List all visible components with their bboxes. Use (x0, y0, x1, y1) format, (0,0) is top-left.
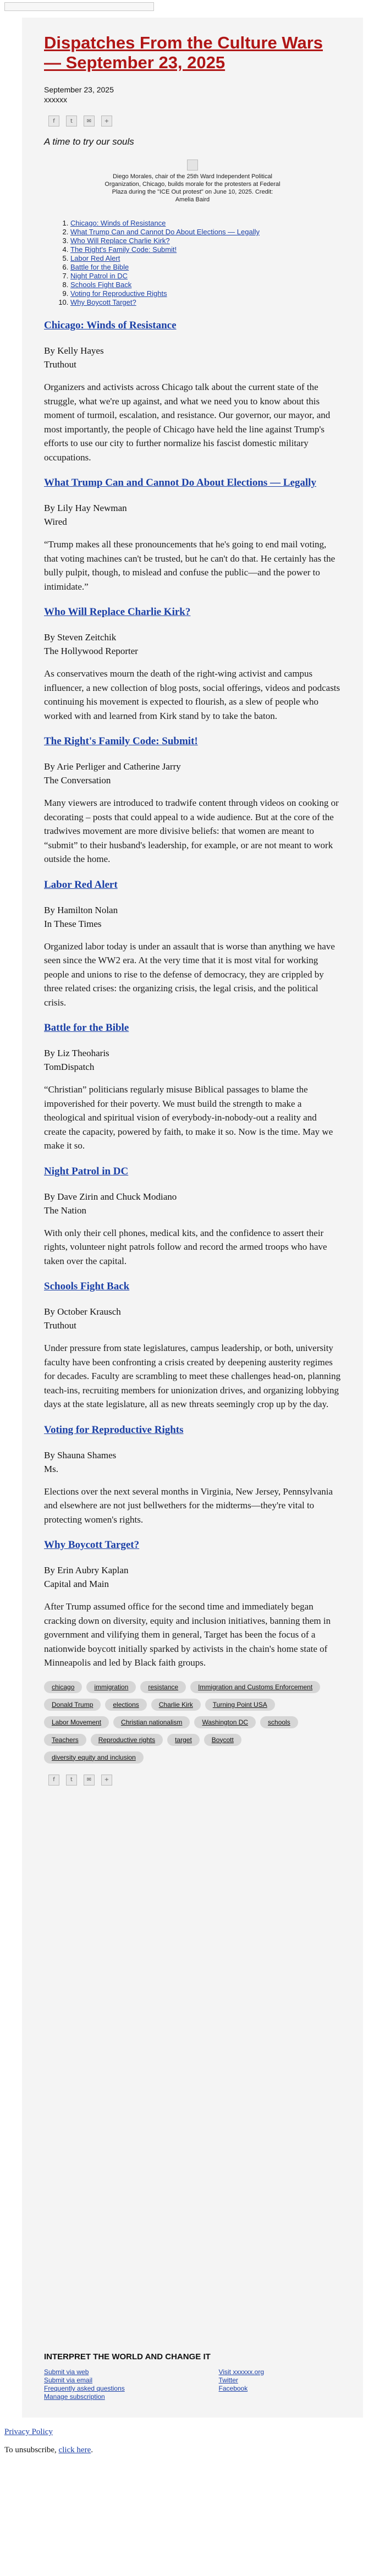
article (44, 1020, 341, 1153)
toc-item (70, 298, 341, 307)
article (44, 475, 341, 594)
article-link[interactable]: Why Boycott Target? (44, 1539, 140, 1551)
toc-item (70, 245, 341, 254)
footer-col-left (44, 2368, 125, 2401)
submit-email-link[interactable]: Submit via email (44, 2376, 93, 2384)
tagline: A time to try our souls (44, 136, 134, 147)
article-title (44, 1537, 341, 1552)
social-share-bottom (48, 1775, 341, 1786)
toc-item (70, 272, 341, 281)
article-byline (44, 501, 341, 529)
author: By Arie Perliger and Catherine Jarry (44, 761, 181, 772)
faq-link[interactable]: Frequently asked questions (44, 2385, 125, 2392)
article-summary: “Christian” politicians regularly misuse Biblical passages to blame the impoverished for their poverty. We must build the strength to make a theological and spiritual vision of everybody-in-nobody-out a reality and create the capacity, powered by faith, to make it so. Now is the time. May we make it so. (44, 1084, 333, 1151)
toc-link[interactable]: Chicago: Winds of Resistance (70, 219, 166, 227)
privacy-policy-link[interactable]: Privacy Policy (4, 2427, 53, 2436)
article-link[interactable]: Night Patrol in DC (44, 1165, 129, 1177)
article-summary: Under pressure from state legislatures, campus leadership, or both, university faculty have been confronting a crisis created by deepening austerity regimes for decades. Faculty are scrambling to meet these challenges head-on, planning teach-ins, recruiting members for unionization drives, and organizing lobbying days at the state legislature, all as new threats seemingly crop up by the day. (44, 1343, 341, 1409)
toc-item (70, 228, 341, 237)
newsletter-title (44, 33, 341, 73)
footer-title: INTERPRET THE WORLD AND CHANGE IT (44, 2352, 211, 2361)
tag-list (44, 1681, 341, 1764)
share-icon[interactable]: + (101, 1775, 112, 1786)
toc-item (70, 237, 341, 245)
article (44, 734, 341, 866)
newsletter-body (22, 18, 363, 2339)
article-byline (44, 630, 341, 658)
source: Wired (44, 517, 67, 527)
footer-links (44, 2368, 264, 2401)
email-icon[interactable]: ✉ (84, 1775, 95, 1786)
toc-link[interactable]: Night Patrol in DC (70, 272, 128, 280)
twitter-link[interactable]: Twitter (218, 2376, 238, 2384)
article-summary: With only their cell phones, medical kits, and the confidence to assert their rights, volunteer night patrols follow and record the armed troops who have taken over the capital. (44, 1227, 327, 1266)
table-of-contents (70, 219, 341, 307)
tag-chip[interactable]: chicago (44, 1681, 82, 1693)
article-link[interactable]: Battle for the Bible (44, 1022, 129, 1034)
newsletter-title-link[interactable]: Dispatches From the Culture Wars — September 23, 2025 (44, 33, 323, 72)
unsubscribe-text: To unsubscribe, (4, 2446, 57, 2454)
article (44, 1422, 341, 1527)
article-link[interactable]: Schools Fight Back (44, 1281, 130, 1292)
article (44, 1164, 341, 1268)
article-title (44, 1164, 341, 1179)
visit-site-link[interactable]: Visit xxxxxx.org (218, 2368, 264, 2376)
tag-chip[interactable]: elections (105, 1699, 146, 1711)
tag-chip[interactable]: Boycott (204, 1734, 241, 1746)
article-summary: “Trump makes all these pronouncements that he's going to end mail voting, that voting machines can't be trusted, but he can't do that. He certainly has the bully pulpit, though, to mislead and confuse the public—and the power to intimidate.” (44, 539, 336, 592)
tag-chip[interactable]: target (167, 1734, 200, 1746)
source: Truthout (44, 359, 76, 370)
banner-image (4, 2, 154, 11)
article-title (44, 475, 341, 490)
article-link[interactable]: Labor Red Alert (44, 878, 118, 891)
article-byline (44, 760, 341, 787)
toc-link[interactable]: Labor Red Alert (70, 254, 120, 262)
tag-chip[interactable]: Teachers (44, 1734, 86, 1746)
article (44, 1537, 341, 1670)
facebook-icon[interactable]: f (48, 116, 59, 127)
twitter-icon[interactable]: t (66, 1775, 77, 1786)
article-byline (44, 344, 341, 371)
source: TomDispatch (44, 1062, 95, 1072)
manage-subscription-link[interactable]: Manage subscription (44, 2393, 105, 2401)
photo-caption: Diego Morales, chair of the 25th Ward Independent Political Organization, Chicago, builds morale for the protesters at Federal Plaza during the "ICE Out protest" on June 10, 2025. Credit: Amelia Baird (105, 173, 280, 203)
source: Ms. (44, 1463, 58, 1474)
toc-item (70, 289, 341, 298)
author: By Erin Aubry Kaplan (44, 1565, 129, 1575)
author: By Liz Theoharis (44, 1048, 109, 1058)
article-title (44, 1279, 341, 1294)
toc-item (70, 281, 341, 289)
tag-chip[interactable]: Reproductive rights (91, 1734, 163, 1746)
article-byline (44, 1448, 341, 1476)
article-title (44, 1020, 341, 1035)
article (44, 605, 341, 723)
tag-chip[interactable]: Turning Point USA (205, 1699, 275, 1711)
toc-link[interactable]: Why Boycott Target? (70, 298, 136, 306)
tag-chip[interactable]: Christian nationalism (113, 1716, 190, 1728)
article-link[interactable]: Voting for Reproductive Rights (44, 1424, 184, 1436)
article-summary: Many viewers are introduced to tradwife content through videos on cooking or decorating – posts that could appeal to a wide audience. But at the core of the tradwives movement are more divisive beliefs: that women are meant to “submit” to their husband's leadership, for example, or are not meant to work outside the home. (44, 798, 339, 864)
source: The Conversation (44, 775, 111, 786)
author: By Dave Zirin and Chuck Modiano (44, 1191, 177, 1202)
article-link[interactable]: Chicago: Winds of Resistance (44, 320, 177, 331)
twitter-icon[interactable]: t (66, 116, 77, 127)
issue-code: xxxxxx (44, 95, 67, 104)
toc-item (70, 263, 341, 272)
email-icon[interactable]: ✉ (84, 116, 95, 127)
article-summary: Organized labor today is under an assault that is worse than anything we have seen since the WW2 era. At the very time that it is most vital for working people and unions to rise to the defense of democracy, they are crippled by three related crises: the organizing crisis, the legal crisis, and the political crisis. (44, 941, 335, 1008)
footer (22, 2339, 363, 2418)
social-share-top (48, 116, 341, 127)
unsubscribe-link[interactable]: click here (58, 2446, 91, 2454)
source: Truthout (44, 1320, 76, 1331)
toc-link[interactable]: Battle for the Bible (70, 263, 129, 271)
tag-chip[interactable]: immigration (86, 1681, 136, 1693)
header-banner (0, 0, 385, 18)
source: In These Times (44, 918, 102, 929)
article-link[interactable]: The Right's Family Code: Submit! (44, 735, 198, 747)
issue-meta (44, 85, 341, 105)
tag-chip[interactable]: Immigration and Customs Enforcement (190, 1681, 320, 1693)
tag-chip[interactable]: Charlie Kirk (151, 1699, 201, 1711)
toc-link[interactable]: The Right's Family Code: Submit! (70, 245, 177, 254)
author: By Lily Hay Newman (44, 503, 127, 513)
toc-item (70, 254, 341, 263)
author: By Kelly Hayes (44, 345, 104, 356)
unsubscribe-line (4, 2446, 381, 2455)
article-summary: Elections over the next several months in Virginia, New Jersey, Pennsylvania and elsewhere are not just bellwethers for the midterms—they're vital to protecting women's rights. (44, 1486, 333, 1525)
article-title (44, 318, 341, 333)
author: By Hamilton Nolan (44, 904, 118, 915)
author: By Steven Zeitchik (44, 632, 117, 642)
article (44, 877, 341, 1010)
toc-link[interactable]: Schools Fight Back (70, 281, 132, 289)
article-title (44, 1422, 341, 1437)
article (44, 1279, 341, 1411)
tag-chip[interactable]: resistance (140, 1681, 186, 1693)
article-title (44, 605, 341, 619)
source: The Hollywood Reporter (44, 646, 138, 656)
issue-date: September 23, 2025 (44, 85, 114, 94)
article-byline (44, 1190, 341, 1217)
tag-chip[interactable]: Donald Trump (44, 1699, 101, 1711)
article-summary: Organizers and activists across Chicago talk about the current state of the struggle, what we're up against, and what we need you to know about this moment of turmoil, escalation, and resistance. Our governor, our mayor, and most importantly, the people of Chicago have held the line against Trump's efforts to use our city to further normalize his fascist domestic military occupations. (44, 382, 331, 463)
submit-web-link[interactable]: Submit via web (44, 2368, 89, 2376)
article (44, 318, 341, 464)
article-title (44, 877, 341, 892)
source: The Nation (44, 1205, 86, 1216)
tag-chip[interactable]: diversity equity and inclusion (44, 1751, 144, 1764)
tag-chip[interactable]: Washington DC (194, 1716, 256, 1728)
article-byline (44, 1305, 341, 1332)
unsubscribe-end: . (91, 2446, 93, 2454)
toc-link[interactable]: Who Will Replace Charlie Kirk? (70, 237, 170, 245)
article-link[interactable]: What Trump Can and Cannot Do About Elections — Legally (44, 477, 316, 488)
author: By October Krausch (44, 1306, 121, 1317)
tag-chip[interactable]: schools (260, 1716, 298, 1728)
facebook-link[interactable]: Facebook (218, 2385, 248, 2392)
toc-link[interactable]: Voting for Reproductive Rights (70, 289, 167, 298)
photo-image (187, 160, 198, 171)
featured-photo (44, 160, 341, 204)
toc-link[interactable]: What Trump Can and Cannot Do About Elections — Legally (70, 228, 260, 236)
source: Capital and Main (44, 1579, 109, 1589)
article-title (44, 734, 341, 749)
footer-col-right (219, 2368, 264, 2401)
tag-chip[interactable]: Labor Movement (44, 1716, 109, 1728)
facebook-icon[interactable]: f (48, 1775, 59, 1786)
article-byline (44, 1563, 341, 1591)
article-link[interactable]: Who Will Replace Charlie Kirk? (44, 606, 191, 618)
author: By Shauna Shames (44, 1449, 117, 1460)
article-summary: As conservatives mourn the death of the right-wing activist and campus influencer, a new collection of blog posts, social offerings, videos and podcasts continuing his movement is expected to flourish, as a slew of people who worked with and learned from Kirk stand by to take the baton. (44, 668, 340, 721)
article-byline (44, 903, 341, 931)
legal-footer (0, 2418, 385, 2469)
toc-item (70, 219, 341, 228)
article-byline (44, 1046, 341, 1074)
share-icon[interactable]: + (101, 116, 112, 127)
article-summary: After Trump assumed office for the second time and immediately began cracking down on diversity, equity and inclusion initiatives, banning them in government and vilifying them in general, Target has been the focus of a nationwide boycott initially sparked by activists in the chain's home state of Minneapolis and led by Black faith groups. (44, 1601, 331, 1668)
